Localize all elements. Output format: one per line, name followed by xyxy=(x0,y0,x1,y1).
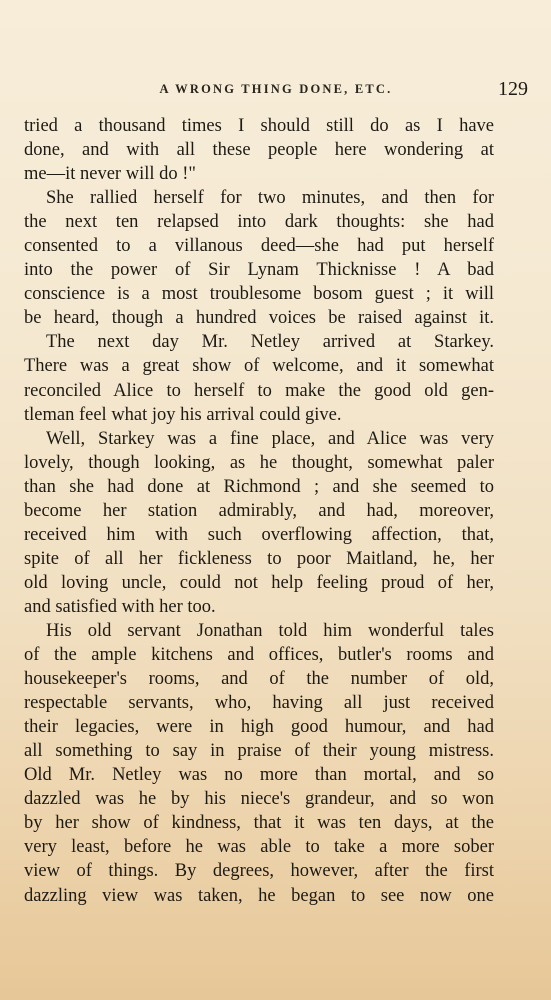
text-line: respectable servants, who, having all just received xyxy=(24,693,494,714)
text-line: There was a great show of welcome, and it somewhat xyxy=(24,356,494,377)
text-line: spite of all her fickleness to poor Maitland, he, her xyxy=(24,548,494,569)
text-line: done, and with all these people here wondering at xyxy=(24,140,494,161)
text-line: view of things. By degrees, however, after the first xyxy=(24,861,494,882)
text-line: conscience is a most troublesome bosom guest ; it will xyxy=(24,284,494,305)
page-number: 129 xyxy=(498,78,528,100)
text-line: housekeeper's rooms, and of the number of old, xyxy=(24,669,494,690)
text-line: consented to a villanous deed—she had put herself xyxy=(24,236,494,257)
text-line: all something to say in praise of their young mistress. xyxy=(24,741,494,762)
text-line: their legacies, were in high good humour, and had xyxy=(24,717,494,738)
text-line: reconciled Alice to herself to make the good old gen- xyxy=(24,380,494,401)
running-head xyxy=(24,78,528,102)
text-line: be heard, though a hundred voices be raised against it. xyxy=(24,308,494,329)
text-line: very least, before he was able to take a more sober xyxy=(24,837,494,858)
text-line: His old servant Jonathan told him wonderful tales xyxy=(46,620,494,641)
text-line: lovely, though looking, as he thought, somewhat paler xyxy=(24,452,494,473)
text-line: than she had done at Richmond ; and she seemed to xyxy=(24,476,494,497)
text-line: become her station admirably, and had, moreover, xyxy=(24,500,494,521)
text-line: of the ample kitchens and offices, butler's rooms and xyxy=(24,645,494,666)
text-line: old loving uncle, could not help feeling proud of her, xyxy=(24,572,494,593)
body-text xyxy=(24,114,494,908)
text-line: Well, Starkey was a fine place, and Alice was very xyxy=(46,428,494,449)
text-line: The next day Mr. Netley arrived at Starkey. xyxy=(46,332,494,353)
text-line: and satisfied with her too. xyxy=(24,596,216,617)
text-line: tried a thousand times I should still do as I have xyxy=(24,116,494,136)
running-title: A WRONG THING DONE, ETC. xyxy=(159,82,393,96)
text-line: the next ten relapsed into dark thoughts: she had xyxy=(24,212,494,233)
text-line: She rallied herself for two minutes, and then for xyxy=(46,188,494,209)
text-line: into the power of Sir Lynam Thicknisse ! A bad xyxy=(24,260,494,281)
text-line: me—it never will do !" xyxy=(24,164,196,185)
text-line: by her show of kindness, that it was ten days, at the xyxy=(24,813,494,834)
text-line: received him with such overflowing affection, that, xyxy=(24,524,494,545)
text-line: dazzling view was taken, he began to see now one xyxy=(24,885,494,906)
text-line: Old Mr. Netley was no more than mortal, and so xyxy=(24,765,494,786)
text-line: dazzled was he by his niece's grandeur, and so won xyxy=(24,789,494,810)
text-line: tleman feel what joy his arrival could give. xyxy=(24,404,342,425)
